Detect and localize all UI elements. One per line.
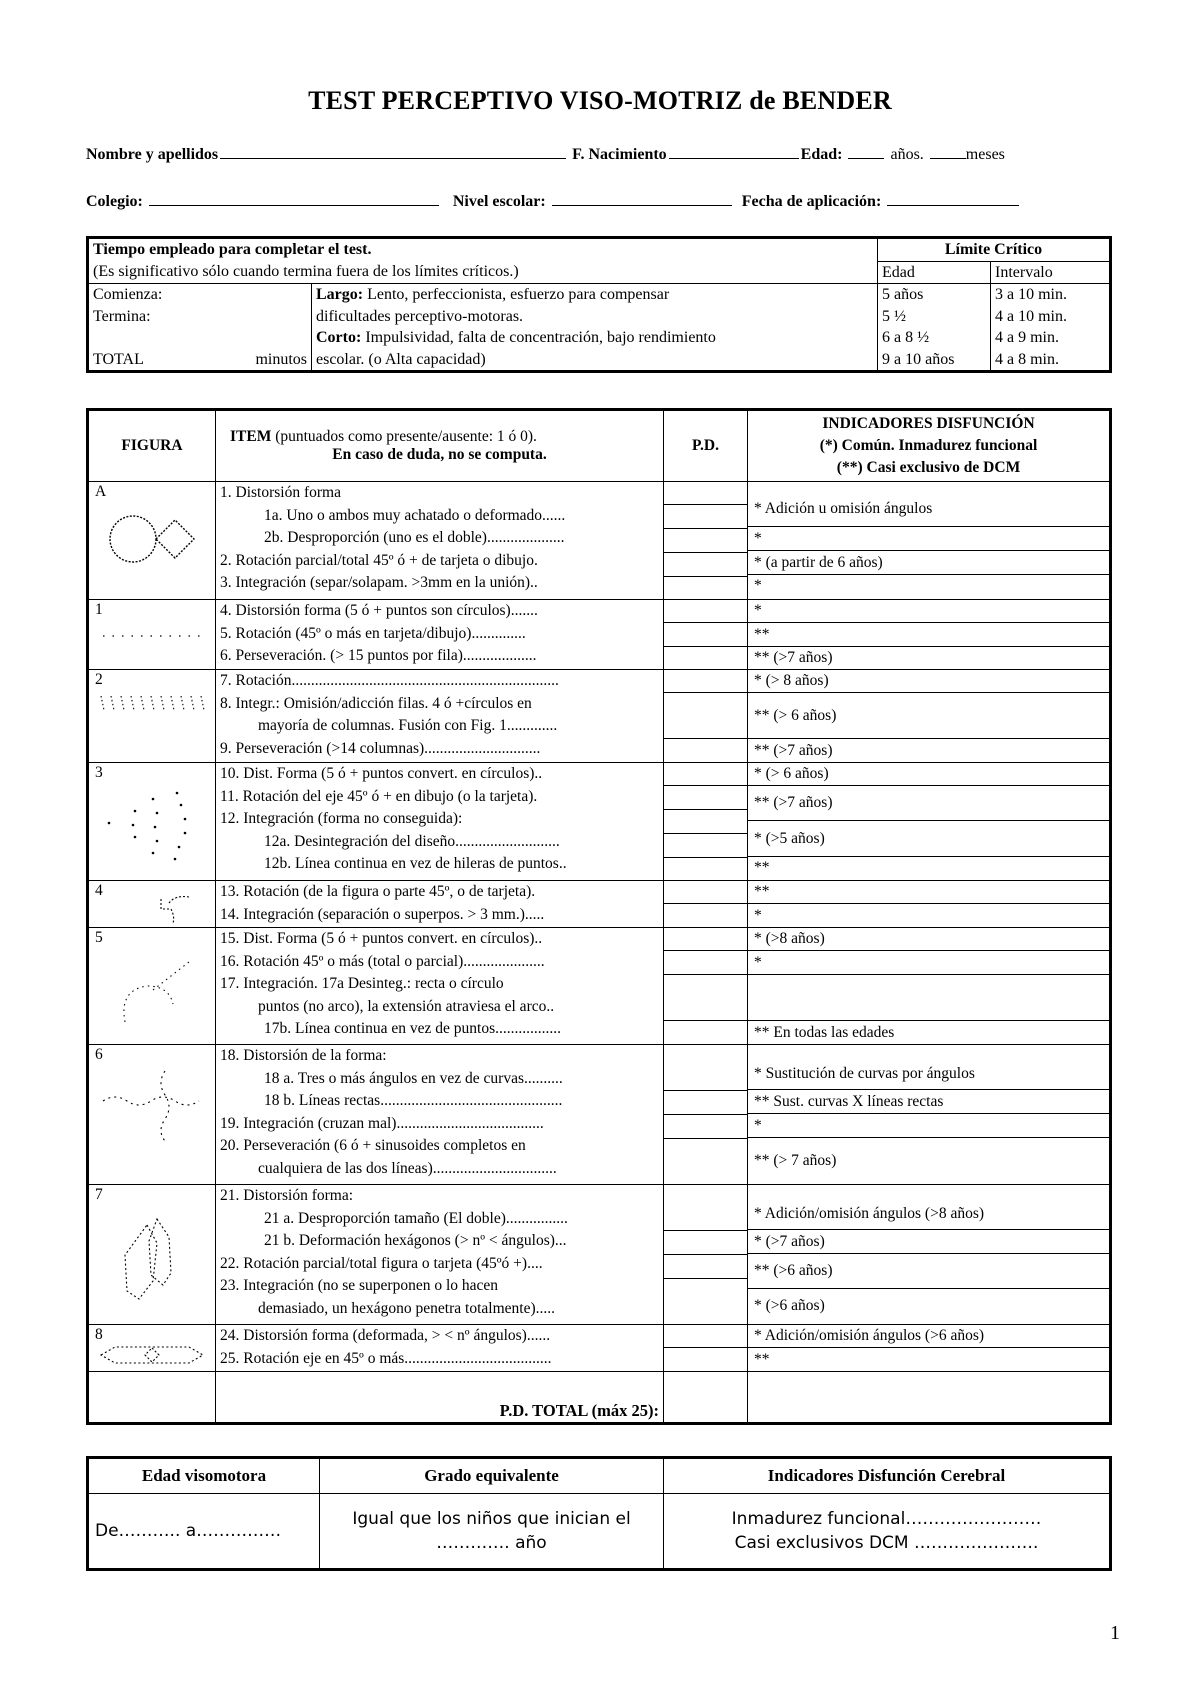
item-row: 25. Rotación eje en 45º o más...................................... [220,1349,552,1367]
figure-3-cell [88,763,216,881]
item-row: 7. Rotación..................................................................... [220,672,559,689]
age-row: 5 años [882,286,924,303]
figure-label: 8 [95,1326,103,1343]
ind-header-2: (*) Común. Inmadurez funcional [819,437,1038,454]
figure-6-cell [88,1045,216,1185]
figure-8-items [216,1325,664,1372]
largo-text-2: dificultades perceptivo-motoras. [316,307,524,325]
fecha-label: Fecha de aplicación: [741,193,882,210]
figure-a-indicators [748,482,1111,600]
figure-1-drawing [89,600,217,670]
figure-4-indicators [748,881,1111,928]
limite-header: Límite Crítico [878,239,1109,262]
edad-label: Edad: [800,146,843,163]
total-label: TOTAL [93,350,144,368]
item-row: 23. Integración (no se superponen o lo hacen [220,1277,499,1294]
edad-visomotora-value[interactable]: De……….. a…………… [88,1494,320,1570]
indicator-row: ** [748,623,1109,647]
figure-label: 4 [95,882,103,899]
nacimiento-field[interactable] [669,144,799,159]
figure-6-items [216,1045,664,1185]
item-row: 21. Distorsión forma: [220,1187,354,1204]
figure-1-items [216,600,664,670]
age-row: 6 a 8 ½ [882,329,930,346]
item-row: 2. Rotación parcial/total 45º ó + de tarjeta o dibujo. [220,551,538,569]
item-row: 18. Distorsión de la forma: [220,1047,387,1064]
item-row: 5. Rotación (45º o más en tarjeta/dibujo).............. [220,624,526,642]
age-row: 9 a 10 años [882,350,955,368]
nacimiento-label: F. Nacimiento [572,146,667,163]
corto-label: Corto: [316,329,362,346]
anos-field[interactable] [848,144,884,159]
indicator-row: * Adición u omisión ángulos [748,482,1109,527]
indicator-row: ** (>7 años) [754,742,833,759]
nivel-label: Nivel escolar: [452,193,546,210]
intervalo-header: Intervalo [995,263,1053,281]
figure-8-drawing [89,1325,217,1371]
grado-line-2: …………. año [436,1533,547,1553]
meses-field[interactable] [930,144,966,159]
item-row: 12b. Línea continua en vez de hileras de puntos.. [264,855,567,872]
item-row: 22. Rotación parcial/total figura o tarjeta (45ºó +).... [220,1254,543,1272]
fecha-field[interactable] [887,191,1019,206]
total-indicator-cell [748,1372,1111,1424]
figure-5-indicators [748,928,1111,1045]
indicator-row: ** Sust. curvas X líneas rectas [748,1090,1109,1114]
termina-label: Termina: [93,307,151,325]
item-row: 13. Rotación (de la figura o parte 45º, o de tarjeta). [220,883,536,900]
nombre-field[interactable] [220,144,566,159]
indicator-row: ** [748,881,1109,904]
corto-text-2: escolar. (o Alta capacidad) [316,350,486,368]
figure-8-indicators [748,1325,1111,1372]
nivel-field[interactable] [552,191,732,206]
item-row: 9. Perseveración (>14 columnas).............................. [220,739,541,757]
figure-label: 3 [95,764,103,781]
indicator-row: ** (>6 años) [748,1254,1109,1289]
figure-3-drawing [89,763,217,878]
time-table [86,236,1112,373]
indicator-row: * (> 6 años) [748,763,1109,786]
indicator-row: * [748,527,1109,551]
largo-text: Lento, perfeccionista, esfuerzo para compensar [363,286,670,303]
figure-2-drawing [89,670,217,762]
item-row: mayoría de columnas. Fusión con Fig. 1............. [258,717,558,734]
interval-row: 4 a 10 min. [995,307,1067,325]
item-header-title: ITEM [230,428,272,445]
pd-total-label: P.D. TOTAL (máx 25): [216,1372,664,1424]
figure-7-items [216,1185,664,1325]
indicator-row: * (>6 años) [754,1297,825,1314]
item-row: 2b. Desproporción (uno es el doble).................... [264,529,565,546]
anos-label: años. [890,146,924,163]
figure-2-pd[interactable] [664,670,748,763]
item-row: 3. Integración (separ/solapam. >3mm en la unión).. [220,574,538,591]
page-number: 1 [1110,1622,1120,1644]
ages-cell [878,284,991,372]
figure-a-cell [88,482,216,600]
header-line-2 [86,191,1021,211]
time-title: Tiempo empleado para completar el test. [93,241,372,258]
item-row: 16. Rotación 45º o más (total o parcial)..................... [220,952,545,970]
header-line-1 [86,144,1005,164]
item-row: 1. Distorsión forma [220,484,341,501]
item-row: 17. Integración. 17a Desinteg.: recta o círculo [220,975,504,992]
indicator-row: * [748,600,1109,623]
figure-label: 6 [95,1046,103,1063]
figure-7-drawing [89,1185,217,1323]
item-row: 20. Perseveración (6 ó + sinusoides completos en [220,1137,526,1154]
indicator-row: * (> 8 años) [748,670,1109,693]
figure-label: 7 [95,1186,103,1203]
indicator-row: ** (>7 años) [754,649,833,666]
indicator-row [748,975,1109,1021]
indicator-row: ** [754,859,770,876]
indicator-row: * (>8 años) [748,928,1109,951]
grado-equivalente-header: Grado equivalente [320,1458,664,1494]
figure-7-pd[interactable] [664,1185,748,1325]
item-row: 12a. Desintegración del diseño........................... [264,832,560,850]
figure-4-cell [88,881,216,928]
figure-a-pd[interactable] [664,482,748,600]
indicator-row: * Adición/omisión ángulos (>8 años) [748,1185,1109,1230]
indicator-row: * Sustitución de curvas por ángulos [748,1045,1109,1090]
item-header-note-2: En caso de duda, no se computa. [332,446,547,463]
indicadores-header [748,410,1111,482]
figure-label: 5 [95,929,103,946]
figure-label: 1 [95,601,103,618]
item-row: 15. Dist. Forma (5 ó + puntos convert. en círculos).. [220,930,543,947]
figure-label: 2 [95,671,103,688]
time-left-cell [88,284,312,372]
pd-total-field[interactable] [664,1372,748,1424]
figure-5-items [216,928,664,1045]
item-row: 4. Distorsión forma (5 ó + puntos son círculos)....... [220,602,538,619]
inmadurez-line: Inmadurez funcional…………………… [731,1509,1042,1529]
item-row: puntos (no arco), la extensión atraviesa el arco.. [258,997,555,1015]
indicator-row: ** (> 6 años) [748,693,1109,739]
indicator-row: * (>7 años) [748,1230,1109,1254]
time-title-cell [88,238,878,284]
figure-2-indicators [748,670,1111,763]
total-empty-cell [88,1372,216,1424]
corto-text: Impulsividad, falta de concentración, bajo rendimiento [361,329,716,346]
item-row: 6. Perseveración. (> 15 puntos por fila)................... [220,647,537,664]
figure-6-indicators [748,1045,1111,1185]
time-note: (Es significativo sólo cuando termina fuera de los límites críticos.) [93,262,519,280]
item-row: demasiado, un hexágono penetra totalmente)..... [258,1299,555,1317]
figure-4-pd[interactable] [664,881,748,928]
item-row: 10. Dist. Forma (5 ó + puntos convert. en círculos).. [220,765,543,782]
item-header-note: (puntuados como presente/ausente: 1 ó 0). [271,428,537,445]
summary-table [86,1456,1112,1571]
interval-row: 3 a 10 min. [995,286,1067,303]
indicator-row: ** (>7 años) [748,786,1109,821]
time-desc-cell [312,284,878,372]
figure-label: A [95,483,107,500]
indicator-row: ** En todas las edades [754,1024,895,1041]
item-row: 18 a. Tres o más ángulos en vez de curvas.......... [264,1069,563,1087]
item-row: 24. Distorsión forma (deformada, > < nº ángulos)...... [220,1327,551,1344]
item-row: 18 b. Líneas rectas............................................... [264,1092,563,1109]
figure-4-drawing [89,881,217,927]
minutos-label: minutos [255,350,307,368]
item-row: 21 a. Desproporción tamaño (El doble)................ [264,1209,568,1227]
item-row: 21 b. Deformación hexágonos (> nº < ángulos)... [264,1232,567,1249]
indicator-row: * (>5 años) [748,821,1109,857]
figure-2-cell [88,670,216,763]
indicator-row: * [748,951,1109,975]
indicator-row: ** [754,1351,770,1368]
figure-4-items [216,881,664,928]
indicator-row: * [754,577,762,594]
figure-7-indicators [748,1185,1111,1325]
figure-6-drawing [89,1045,217,1183]
grado-line-1: Igual que los niños que inician el [352,1509,631,1529]
comienza-label: Comienza: [93,286,163,303]
figure-8-pd[interactable] [664,1325,748,1372]
indicadores-header: Indicadores Disfunción Cerebral [664,1458,1111,1494]
figure-3-pd[interactable] [664,763,748,881]
interval-row: 4 a 9 min. [995,329,1059,346]
item-row: 1a. Uno o ambos muy achatado o deformado...... [264,506,566,524]
indicadores-value[interactable] [664,1494,1111,1570]
figure-8-cell [88,1325,216,1372]
intervals-cell [991,284,1111,372]
page-title: TEST PERCEPTIVO VISO-MOTRIZ de BENDER [308,86,892,115]
pd-header: P.D. [664,410,748,482]
figure-1-pd[interactable] [664,600,748,670]
items-table [86,408,1112,1425]
indicator-row: * Adición/omisión ángulos (>6 años) [748,1325,1109,1348]
item-header [216,410,664,482]
indicator-row: * [748,1114,1109,1138]
figure-6-pd[interactable] [664,1045,748,1185]
figure-1-cell [88,600,216,670]
ind-header-1: INDICADORES DISFUNCIÓN [822,415,1035,432]
dcm-line: Casi exclusivos DCM …………………. [734,1533,1039,1553]
interval-row: 4 a 8 min. [995,350,1059,368]
figure-1-indicators [748,600,1111,670]
colegio-field[interactable] [149,191,439,206]
figura-header: FIGURA [88,410,216,482]
figure-a-drawing [89,482,217,597]
figure-3-indicators [748,763,1111,881]
figure-5-pd[interactable] [664,928,748,1045]
figure-2-items [216,670,664,763]
grado-equivalente-value[interactable] [320,1494,664,1570]
meses-label: meses [965,146,1005,163]
item-row: cualquiera de las dos líneas)................................ [258,1159,557,1177]
largo-label: Largo: [316,286,364,303]
item-row: 12. Integración (forma no conseguida): [220,810,463,827]
item-row: 14. Integración (separación o superpos. > 3 mm.)..... [220,905,545,923]
figure-3-items [216,763,664,881]
indicator-row: ** (> 7 años) [754,1152,837,1169]
nombre-label: Nombre y apellidos [86,146,219,163]
figure-a-items [216,482,664,600]
item-row: 17b. Línea continua en vez de puntos................. [264,1020,562,1037]
figure-7-cell [88,1185,216,1325]
figure-5-drawing [89,928,217,1043]
limite-cell [878,238,1111,284]
colegio-label: Colegio: [86,193,143,210]
item-row: 19. Integración (cruzan mal)...................................... [220,1114,544,1132]
indicator-row: * [754,907,762,924]
indicator-row: * (a partir de 6 años) [748,551,1109,575]
age-row: 5 ½ [882,307,906,325]
edad-visomotora-header: Edad visomotora [88,1458,320,1494]
ind-header-3: (**) Casi exclusivo de DCM [836,459,1021,476]
figure-5-cell [88,928,216,1045]
edad-header: Edad [878,262,991,284]
item-row: 11. Rotación del eje 45º ó + en dibujo (o la tarjeta). [220,787,538,805]
item-row: 8. Integr.: Omisión/adicción filas. 4 ó +círculos en [220,694,532,712]
